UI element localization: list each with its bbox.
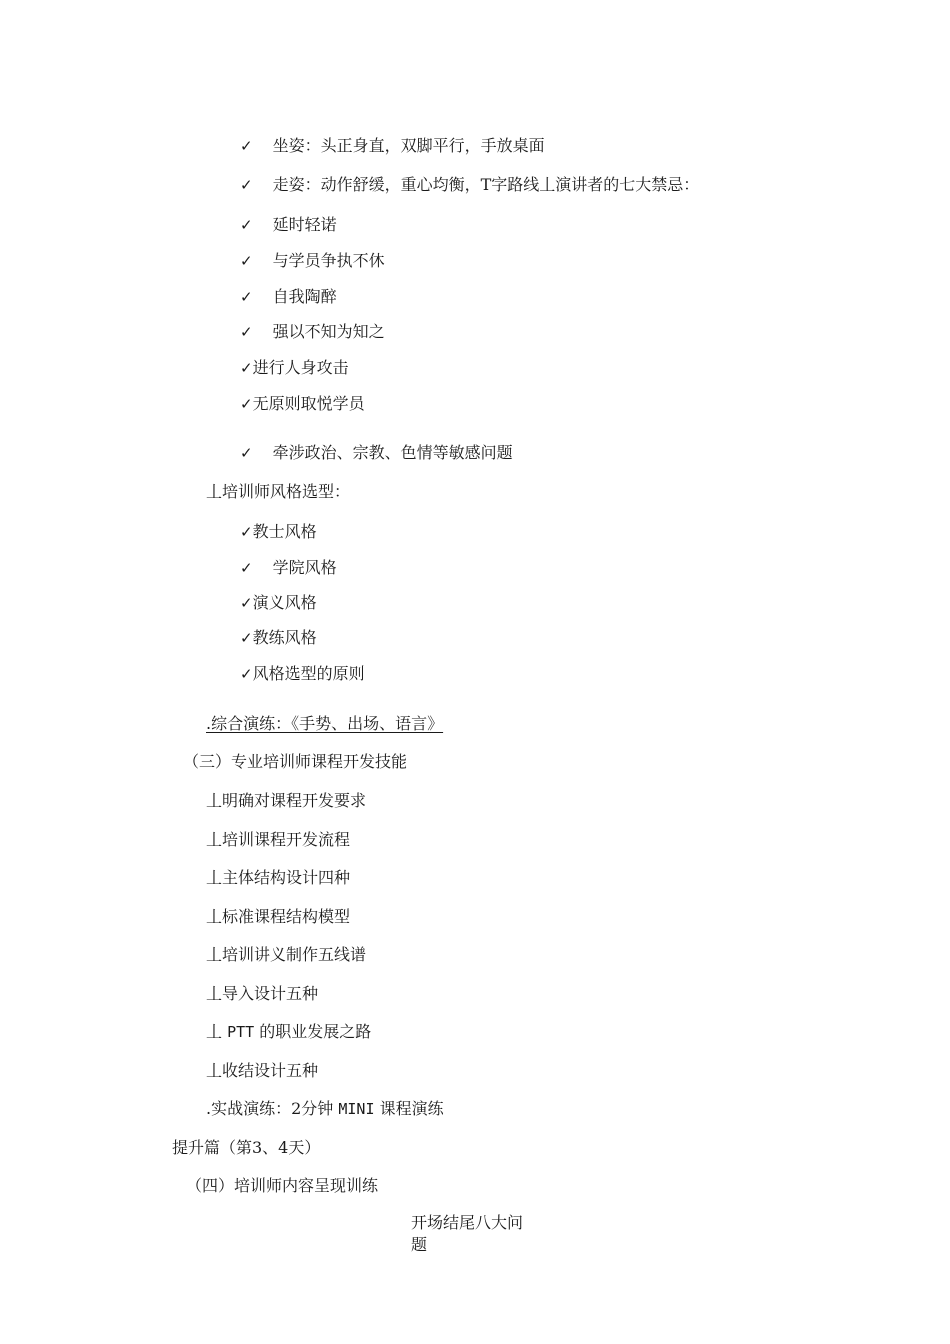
check-icon: ✓	[240, 323, 253, 341]
check-icon: ✓	[240, 523, 253, 541]
list-item	[240, 215, 337, 235]
check-icon: ✓	[240, 594, 253, 612]
list-item-text: 演义风格	[252, 593, 317, 612]
list-item: 丄明确对课程开发要求	[206, 791, 367, 810]
list-item	[240, 251, 385, 271]
list-item	[240, 175, 699, 195]
list-item-text: 学院风格	[272, 558, 337, 577]
list-item-text: 坐姿：头正身直，双脚平行，手放桌面	[272, 136, 545, 155]
practice-text: 课程演练	[379, 1099, 444, 1118]
list-item	[206, 1022, 371, 1042]
list-item	[240, 443, 513, 463]
check-icon: ✓	[240, 137, 253, 155]
check-icon: ✓	[240, 559, 253, 577]
check-icon: ✓	[240, 176, 253, 194]
list-item	[240, 522, 317, 542]
list-item	[240, 322, 385, 342]
table-cell	[411, 1212, 541, 1254]
check-icon: ✓	[240, 395, 253, 413]
list-item: 丄收结设计五种	[206, 1061, 319, 1080]
section-title: （四）培训师内容呈现训练	[186, 1176, 379, 1195]
list-item-prefix: 丄	[206, 1022, 223, 1041]
list-item: 丄培训讲义制作五线谱	[206, 945, 367, 964]
list-item	[240, 287, 337, 307]
check-icon: ✓	[240, 629, 253, 647]
table-cell-text: 开场结尾八大问题	[411, 1213, 524, 1254]
section-title: （三）专业培训师课程开发技能	[183, 752, 408, 771]
list-item-text: 强以不知为知之	[272, 322, 385, 341]
list-item	[240, 628, 317, 648]
list-item	[240, 394, 365, 414]
list-item-text: 走姿：动作舒缓，重心均衡，T字路线丄演讲者的七大禁忌：	[272, 175, 700, 194]
check-icon: ✓	[240, 252, 253, 270]
list-item-text: 延时轻诺	[272, 215, 337, 234]
practice-code: MINI	[338, 1100, 375, 1118]
list-item: 丄标准课程结构模型	[206, 907, 351, 926]
list-item-text: 无原则取悦学员	[252, 394, 365, 413]
list-item-text: 进行人身攻击	[252, 358, 349, 377]
list-item	[240, 664, 365, 684]
check-icon: ✓	[240, 665, 253, 683]
list-item: 丄主体结构设计四种	[206, 868, 351, 887]
list-item	[240, 558, 337, 578]
practice-line	[206, 1099, 444, 1119]
section-heading: 丄培训师风格选型：	[206, 482, 351, 501]
check-icon: ✓	[240, 288, 253, 306]
list-item-text: 与学员争执不休	[272, 251, 385, 270]
part-title: 提升篇（第3、4天）	[172, 1138, 321, 1157]
list-item: 丄培训课程开发流程	[206, 830, 351, 849]
list-item-text: 风格选型的原则	[252, 664, 365, 683]
list-item-text: 的职业发展之路	[259, 1022, 372, 1041]
check-icon: ✓	[240, 444, 253, 462]
list-item: 丄导入设计五种	[206, 984, 319, 1003]
list-item-code: PTT	[227, 1023, 255, 1041]
check-icon: ✓	[240, 359, 253, 377]
practice-line: .综合演练：《手势、出场、语言》	[206, 714, 444, 733]
check-icon: ✓	[240, 216, 253, 234]
list-item-text: 教士风格	[252, 522, 317, 541]
list-item-text: 自我陶醉	[272, 287, 337, 306]
list-item	[240, 358, 349, 378]
list-item-text: 牵涉政治、宗教、色情等敏感问题	[272, 443, 513, 462]
list-item-text: 教练风格	[252, 628, 317, 647]
practice-text: .实战演练：2分钟	[206, 1099, 334, 1118]
list-item	[240, 136, 545, 156]
list-item	[240, 593, 317, 613]
